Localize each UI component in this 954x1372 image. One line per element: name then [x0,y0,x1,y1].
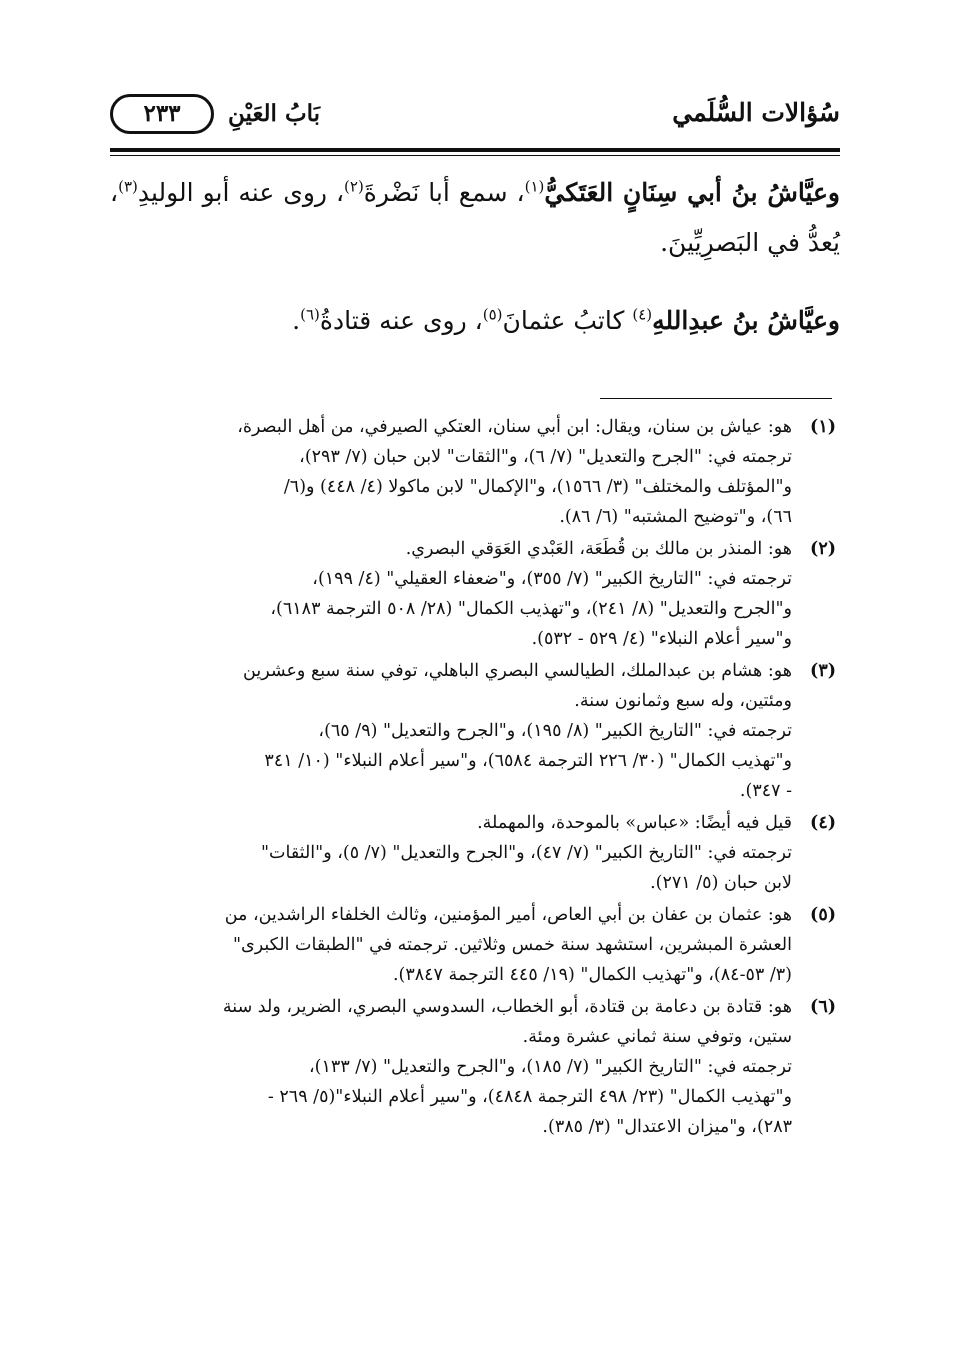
entry-text: ، يُعدُّ في البَصرِيِّينَ. [110,178,840,257]
entry-text: كاتبُ عثمانَ [502,306,633,335]
footnote-1 [120,412,836,532]
footnote-line: و"تهذيب الكمال" (٢٣/ ٤٩٨ الترجمة ٤٨٤٨)، و"سير أعلام النبلاء"(٥/ ٢٦٩ - [267,1087,792,1107]
footnote-line: (٣/ ٥٣-٨٤)، و"تهذيب الكمال" (١٩/ ٤٤٥ الترجمة ٣٨٤٧). [392,965,792,985]
entry-text: ، روى عنه أبو الوليدِ [137,178,345,207]
footnote-line: و"المؤتلف والمختلف" (٣/ ١٥٦٦)، و"الإكمال" لابن ماكولا (٤/ ٤٤٨) و(٦/ [283,477,792,497]
footnote-text [120,900,792,990]
footnote-separator [600,398,832,399]
running-header [110,92,840,144]
footnote-marker[interactable]: (٢) [344,177,364,196]
main-text [110,168,840,346]
footnote-number: (٥) [810,905,836,925]
footnote-number: (١) [810,417,836,437]
footnote-line: ٦٦)، و"توضيح المشتبه" (٦/ ٨٦). [559,507,792,527]
footnote-number: (٤) [810,813,836,833]
book-title: سُؤالات السُّلَمي [672,98,840,127]
header-rule-thick [110,148,840,152]
footnote-2 [120,534,836,654]
footnote-line: هو: المنذر بن مالك بن قُطَعَة، العَبْدي العَوَقي البصري. [405,539,792,559]
footnote-text [120,412,792,532]
footnote-line: لابن حبان (٥/ ٢٧١). [650,873,792,893]
footnote-line: ومئتين، وله سبع وثمانون سنة. [574,691,792,711]
footnote-number: (٦) [810,997,836,1017]
footnote-line: و"الجرح والتعديل" (٨/ ٢٤١)، و"تهذيب الكمال" (٢٨/ ٥٠٨ الترجمة ٦١٨٣)، [270,599,792,619]
footnote-line: ٢٨٣)، و"ميزان الاعتدال" (٣/ ٣٨٥). [542,1117,792,1137]
footnotes [120,412,836,1144]
footnote-line: - ٣٤٧). [739,781,792,801]
footnote-text [120,808,792,898]
footnote-4 [120,808,836,898]
footnote-line: و"سير أعلام النبلاء" (٤/ ٥٢٩ - ٥٣٢). [531,629,792,649]
entry-ayyash-ibn-abi-sinan [110,168,840,268]
entry-text: ، روى عنه قتادةُ [319,306,483,335]
entry-text: ، سمع أبا نَضْرةَ [363,178,525,207]
footnote-number: (٣) [810,661,836,681]
footnote-3 [120,656,836,806]
footnote-line: ترجمته في: "الجرح والتعديل" (٧/ ٦)، و"الثقات" لابن حبان (٧/ ٢٩٣)، [299,447,792,467]
footnote-line: هو: عثمان بن عفان بن أبي العاص، أمير المؤمنين، وثالث الخلفاء الراشدين، من [224,905,792,925]
footnote-marker[interactable]: (٣) [118,177,138,196]
footnote-marker[interactable]: (٤) [632,305,653,324]
footnote-marker[interactable]: (١) [524,177,545,196]
footnote-marker[interactable]: (٦) [300,305,320,324]
footnote-text [120,992,792,1142]
footnote-line: هو: هشام بن عبدالملك، الطيالسي البصري الباهلي، توفي سنة سبع وعشرين [243,661,792,681]
footnote-line: هو: قتادة بن دعامة بن قتادة، أبو الخطاب، السدوسي البصري، الضرير، ولد سنة [222,997,792,1017]
footnote-line: و"تهذيب الكمال" (٣٠/ ٢٢٦ الترجمة ٦٥٨٤)، و"سير أعلام النبلاء" (١٠/ ٣٤١ [264,751,792,771]
footnote-text [120,534,792,654]
footnote-line: ترجمته في: "التاريخ الكبير" (٧/ ١٨٥)، و"الجرح والتعديل" (٧/ ١٣٣)، [309,1057,792,1077]
footnote-line: ترجمته في: "التاريخ الكبير" (٨/ ١٩٥)، و"الجرح والتعديل" (٩/ ٦٥)، [318,721,792,741]
header-rule-thin [110,155,840,156]
footnote-5 [120,900,836,990]
page-number-badge: ٢٣٣ [110,94,214,134]
footnote-marker[interactable]: (٥) [482,305,503,324]
footnote-text [120,656,792,806]
entry-name: وعيَّاشُ بنُ عبدِاللهِ [652,306,840,335]
footnote-6 [120,992,836,1142]
chapter-title: بَابُ العَيْنِ [228,100,321,127]
footnote-line: قيل فيه أيضًا: «عباس» بالموحدة، والمهملة. [477,813,792,833]
entry-text: . [292,306,301,335]
entry-ayyash-ibn-abdillah [110,296,840,346]
footnote-number: (٢) [810,539,836,559]
footnote-line: ترجمته في: "التاريخ الكبير" (٧/ ٣٥٥)، و"ضعفاء العقيلي" (٤/ ١٩٩)، [312,569,792,589]
footnote-line: ستين، وتوفي سنة ثماني عشرة ومئة. [522,1027,792,1047]
footnote-line: العشرة المبشرين، استشهد سنة خمس وثلاثين. ترجمته في "الطبقات الكبرى" [232,935,792,955]
footnote-line: هو: عياش بن سنان، ويقال: ابن أبي سنان، العتكي الصيرفي، من أهل البصرة، [237,417,792,437]
footnote-line: ترجمته في: "التاريخ الكبير" (٧/ ٤٧)، و"الجرح والتعديل" (٧/ ٥)، و"الثقات" [260,843,792,863]
entry-name: وعيَّاشُ بنُ أبي سِنَانٍ العَتَكيُّ [544,178,840,207]
